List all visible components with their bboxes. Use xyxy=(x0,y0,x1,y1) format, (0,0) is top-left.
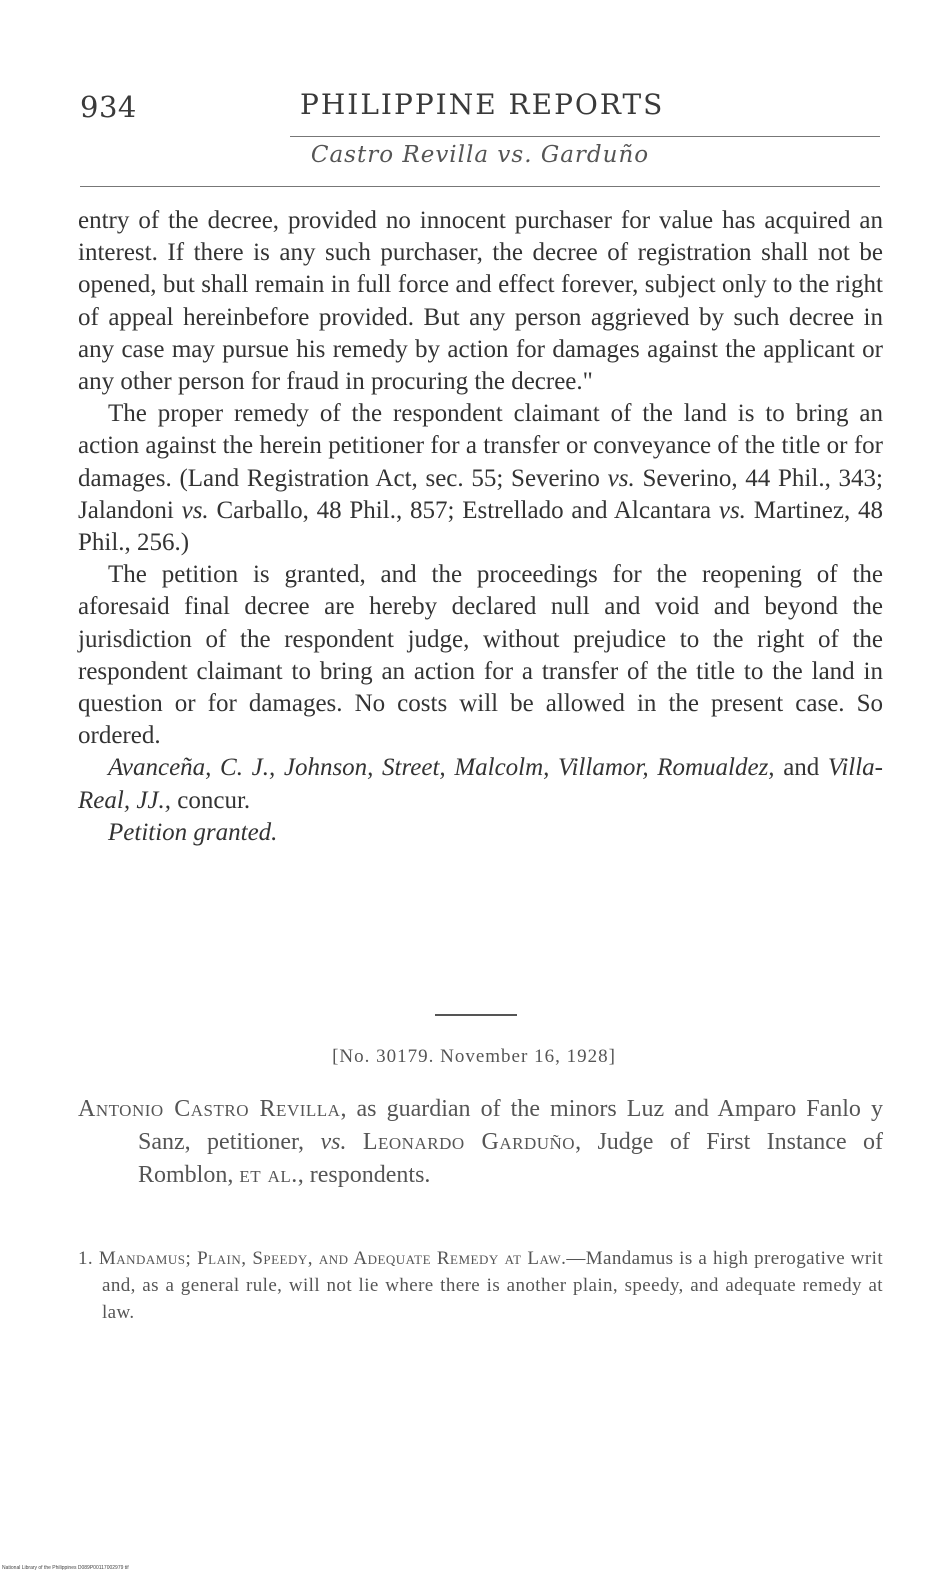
scan-footer: National Library of the Philippines D089P00117002979 tif xyxy=(2,1565,129,1571)
quote-continuation-paragraph: entry of the decree, provided no innocent purchaser for value has acquired an interest. If there is any such purchaser, the decree of registration shall not be opened, but shall remain in full force and effect forever, subject only to the right of appeal hereinbefore provided. But any person aggrieved by such decree in any case may pursue his remedy by action for damages against the applicant or any other person for fraud in procuring the decree." xyxy=(78,207,883,396)
running-title: PHILIPPINE REPORTS xyxy=(300,88,665,121)
concurrence-paragraph: Avanceña, C. J., Johnson, Street, Malcolm, Villamor, Romualdez, and Villa-Real, JJ., concur. xyxy=(78,754,883,814)
docket-number: [No. 30179. November 16, 1928] xyxy=(332,1046,616,1067)
ruling-paragraph: The petition is granted, and the proceedings for the reopening of the aforesaid final decree are hereby declared null and void and beyond the jurisdiction of the respondent judge, without prejudice to the right of the respondent claimant to bring an action for a transfer of the title to the land in question or for damages. No costs will be allowed in the present case. So ordered. xyxy=(78,561,883,750)
header-rule xyxy=(290,136,880,137)
disposition: Petition granted. xyxy=(108,818,278,846)
syllabus-text: —Mandamus is a high prerogative writ and, as a general rule, will not lie where there is another plain, speedy, and adequate remedy at law. xyxy=(102,1248,883,1323)
case-subtitle-respondent: Garduño xyxy=(540,142,650,168)
syllabus-number: 1. xyxy=(78,1248,94,1269)
syllabus-heading: Mandamus; Plain, Speedy, and Adequate Remedy at Law. xyxy=(98,1248,567,1269)
case-subtitle-petitioner: Castro Revilla xyxy=(310,142,490,168)
page-number: 934 xyxy=(80,90,137,124)
subtitle-rule xyxy=(80,186,880,187)
petitioner-name: Antonio Castro Revilla xyxy=(78,1096,341,1122)
case-parties: Antonio Castro Revilla, as guardian of the minors Luz and Amparo Fanlo y Sanz, petitioner, vs. Leonardo Garduño, Judge of First Instance of Romblon, et al., respondents. xyxy=(78,1096,884,1188)
remedy-paragraph: The proper remedy of the respondent claimant of the land is to bring an action against the herein petitioner for a transfer or conveyance of the title or for damages. (Land Registration Act, sec. 55; Severino vs. Severino, 44 Phil., 343; Jalandoni vs. Carballo, 48 Phil., 857; Estrellado and Alcantara vs. Martinez, 48 Phil., 256.) xyxy=(78,400,884,557)
case-subtitle xyxy=(80,142,880,168)
case-separator xyxy=(435,1014,517,1016)
justices-list: Avanceña, C. J., Johnson, Street, Malcolm, Villamor, Romualdez, xyxy=(108,754,775,782)
opinion-text xyxy=(78,205,883,849)
case-subtitle-vs: vs. xyxy=(497,142,533,168)
syllabus-item xyxy=(78,1245,883,1326)
respondent-name: Leonardo Garduño xyxy=(362,1129,576,1155)
